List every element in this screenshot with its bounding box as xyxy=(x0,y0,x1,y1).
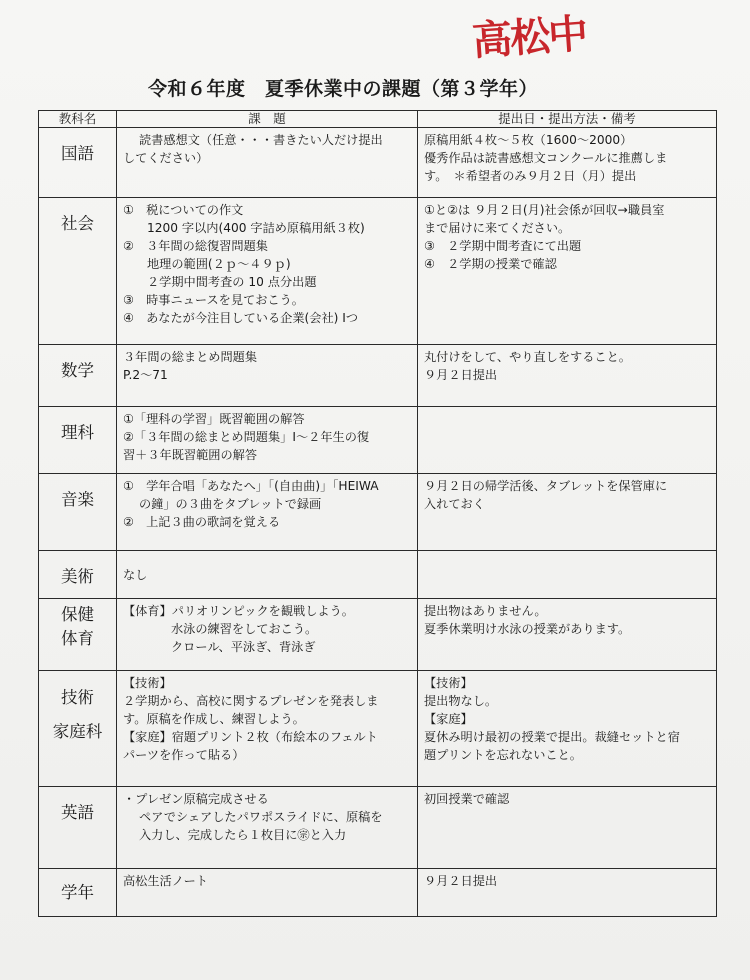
assignment-table xyxy=(38,110,717,917)
task-line: ①「理科の学習」既習範囲の解答 xyxy=(123,412,305,426)
notes-line: 初回授業で確認 xyxy=(424,792,510,806)
page-title: 令和６年度 夏季休業中の課題（第３学年） xyxy=(148,78,539,100)
task-line: 地理の範囲(２ｐ～４９ｐ) xyxy=(147,257,291,271)
task-cell xyxy=(117,671,418,787)
subject-cell: 国語 xyxy=(39,128,117,198)
table-row xyxy=(39,407,717,474)
notes-line: 丸付けをして、やり直しをすること。 xyxy=(424,350,631,364)
task-line: P.2～71 xyxy=(123,368,168,382)
subject-cell: 英語 xyxy=(39,787,117,869)
notes-cell xyxy=(418,551,717,599)
task-cell xyxy=(117,345,418,407)
notes-line: す。 ＊希望者のみ９月２日（月）提出 xyxy=(424,169,637,183)
task-cell xyxy=(117,787,418,869)
subject-line: 体育 xyxy=(61,629,94,648)
task-line: ① 税についての作文 xyxy=(123,203,244,217)
task-cell xyxy=(117,198,418,345)
task-line: なし xyxy=(123,568,148,582)
task-line: クロール、平泳ぎ、背泳ぎ xyxy=(171,640,316,654)
notes-cell xyxy=(418,599,717,671)
notes-line: 【家庭】 xyxy=(424,712,473,726)
table-row xyxy=(39,599,717,671)
task-line: 高松生活ノート xyxy=(123,874,208,888)
table-row xyxy=(39,128,717,198)
table-row xyxy=(39,787,717,869)
subject-line: 技術 xyxy=(61,688,94,707)
notes-cell xyxy=(418,787,717,869)
notes-cell xyxy=(418,869,717,917)
table-row xyxy=(39,551,717,599)
task-line: ④ あなたが今注目している企業(会社) Iつ xyxy=(123,311,359,325)
subject-cell xyxy=(39,599,117,671)
task-line: ３年間の総まとめ問題集 xyxy=(123,350,258,364)
task-line: ・プレゼン原稿完成させる xyxy=(123,792,269,806)
subject-line: 家庭科 xyxy=(52,722,103,741)
task-line: ② 上記３曲の歌詞を覚える xyxy=(123,515,281,529)
task-line: 1200 字以内(400 字詰め原稿用紙３枚) xyxy=(147,221,365,235)
task-line: 【技術】 xyxy=(123,676,172,690)
notes-line: 夏休み明け最初の授業で提出。裁縫セットと宿 xyxy=(424,730,680,744)
task-cell xyxy=(117,599,418,671)
subject-cell: 数学 xyxy=(39,345,117,407)
task-line: ペアでシェアしたパワポスライドに、原稿を xyxy=(139,810,383,824)
header-notes: 提出日・提出方法・備考 xyxy=(418,111,717,128)
table-row xyxy=(39,345,717,407)
task-line: ２学期中間考査の 10 点分出題 xyxy=(147,275,317,289)
table-row xyxy=(39,869,717,917)
subject-line: 保健 xyxy=(61,605,94,624)
task-cell xyxy=(117,128,418,198)
notes-line: ①と②は ９月２日(月)社会係が回収→職員室 xyxy=(424,203,665,217)
notes-cell xyxy=(418,407,717,474)
task-line: ②「３年間の総まとめ問題集」I～２年生の復 xyxy=(123,430,370,444)
subject-cell: 美術 xyxy=(39,551,117,599)
notes-line: ９月２日の帰学活後、タブレットを保管庫に xyxy=(424,479,668,493)
notes-cell xyxy=(418,345,717,407)
task-line: ③ 時事ニュースを見ておこう。 xyxy=(123,293,304,307)
subject-cell xyxy=(39,671,117,787)
notes-cell xyxy=(418,474,717,551)
notes-line: 原稿用紙４枚～５枚（1600～2000） xyxy=(424,133,633,147)
notes-line: ③ ２学期中間考査にて出題 xyxy=(424,239,582,253)
subject-cell: 社会 xyxy=(39,198,117,345)
task-line: す。原稿を作成し、練習しよう。 xyxy=(123,712,305,726)
handwritten-school-stamp: 高松中 xyxy=(470,10,588,65)
notes-cell xyxy=(418,671,717,787)
notes-line: ④ ２学期の授業で確認 xyxy=(424,257,557,271)
table-row xyxy=(39,671,717,787)
notes-line: 優秀作品は読書感想文コンクールに推薦しま xyxy=(424,151,668,165)
notes-line: ９月２日提出 xyxy=(424,874,498,888)
notes-line: 入れておく xyxy=(424,497,485,511)
table-row xyxy=(39,474,717,551)
subject-cell: 理科 xyxy=(39,407,117,474)
notes-cell xyxy=(418,198,717,345)
task-line: 習＋３年既習範囲の解答 xyxy=(123,448,258,462)
notes-line: 題プリントを忘れないこと。 xyxy=(424,748,582,762)
task-line: 【体育】パリオリンピックを観戦しよう。 xyxy=(123,604,354,618)
task-line: ２学期から、高校に関するプレゼンを発表しま xyxy=(123,694,379,708)
task-cell xyxy=(117,869,418,917)
task-line: 読書感想文（任意・・・書きたい人だけ提出 xyxy=(139,133,383,147)
notes-line: 提出物はありません。 xyxy=(424,604,547,618)
task-line: 水泳の練習をしておこう。 xyxy=(171,622,318,636)
notes-line: 提出物なし。 xyxy=(424,694,498,708)
notes-line: 【技術】 xyxy=(424,676,473,690)
notes-line: まで届けに来てください。 xyxy=(424,221,571,235)
task-line: してください） xyxy=(123,151,209,165)
task-cell xyxy=(117,474,418,551)
subject-cell: 音楽 xyxy=(39,474,117,551)
header-task: 課 題 xyxy=(117,111,418,128)
task-line: ② ３年間の総復習問題集 xyxy=(123,239,268,253)
table-row xyxy=(39,198,717,345)
notes-cell xyxy=(418,128,717,198)
header-subject: 教科名 xyxy=(39,111,117,128)
task-line: 入力し、完成したら１枚目に㊪と入力 xyxy=(139,828,347,842)
task-line: 【家庭】宿題プリント２枚（布絵本のフェルト xyxy=(123,730,378,744)
subject-cell: 学年 xyxy=(39,869,117,917)
task-cell xyxy=(117,407,418,474)
task-line: パーツを作って貼る） xyxy=(123,748,245,762)
table-header-row xyxy=(39,111,717,128)
notes-line: ９月２日提出 xyxy=(424,368,498,382)
task-cell xyxy=(117,551,418,599)
task-line: ① 学年合唱「あなたへ」「(自由曲)」「HEIWA xyxy=(123,479,379,493)
notes-line: 夏季休業明け水泳の授業があります。 xyxy=(424,622,631,636)
task-line: の鐘」の３曲をタブレットで録画 xyxy=(139,497,322,511)
